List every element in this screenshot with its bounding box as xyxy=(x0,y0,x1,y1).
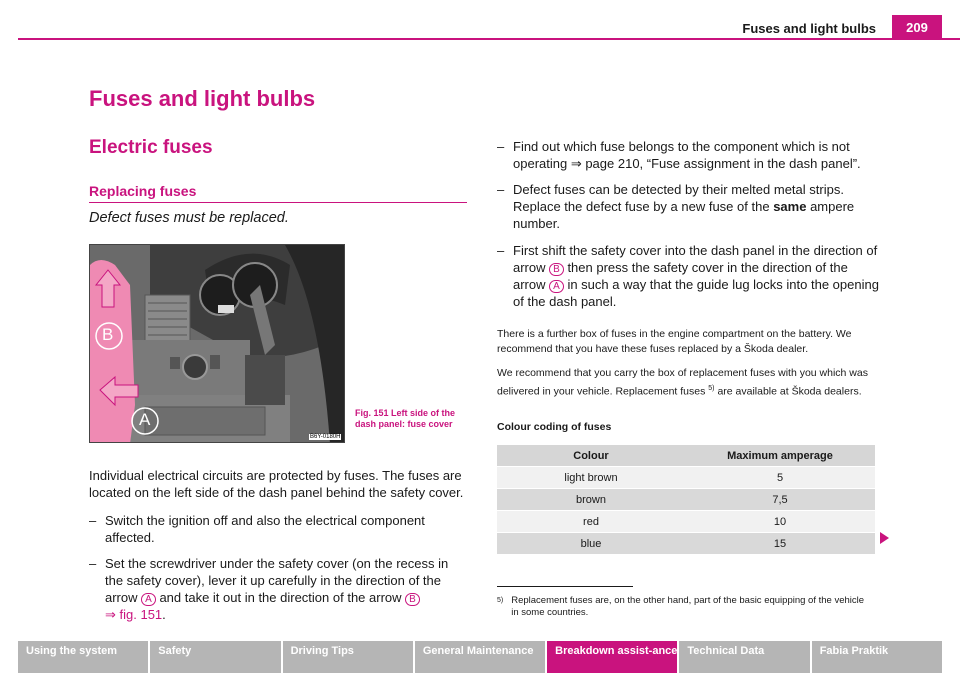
subsection-rule xyxy=(89,202,467,203)
figure-caption: Fig. 151 Left side of the dash panel: fuse cover xyxy=(355,408,456,429)
note-replacement-fuses xyxy=(497,366,882,400)
footnote xyxy=(497,595,882,619)
nav-tab-breakdown-assistance[interactable]: Breakdown assist-ance xyxy=(547,641,677,673)
figure-code: B6Y-0180H xyxy=(310,434,341,440)
nav-tab-general-maintenance[interactable]: General Maintenance xyxy=(415,641,545,673)
footnote-text: Replacement fuses are, on the other hand, part of the basic equipping of the vehicle in some countries. xyxy=(511,595,865,618)
table-cell: brown xyxy=(576,493,606,506)
step-refit-cover xyxy=(497,242,882,310)
nav-tab-technical-data[interactable]: Technical Data xyxy=(679,641,809,673)
continue-arrow-icon[interactable] xyxy=(880,532,889,544)
step-text-part: Defect fuses can be detected by their melted metal strips. Replace the defect fuse by a new fuse of the xyxy=(513,182,844,214)
table-cell: red xyxy=(583,515,599,528)
dash-panel-figure xyxy=(89,244,345,443)
step-text: Find out which fuse belongs to the component which is not operating ⇒ page 210, “Fuse assignment in the dash panel”. xyxy=(513,139,861,171)
note-text-part: We recommend that you carry the box of replacement fuses with you which was delivered in your vehicle. Replacement fuses xyxy=(497,367,868,398)
table-row xyxy=(497,511,875,532)
bottom-navigation xyxy=(18,641,942,673)
nav-tab-fabia-praktik[interactable]: Fabia Praktik xyxy=(812,641,942,673)
step-text: Set the screwdriver under the safety cover (on the recess in the safety cover), lever it up carefully in the direction of the arrow A and take it out in the direction of the arrow B ⇒ fig. 151. xyxy=(105,556,449,622)
table-cell: 15 xyxy=(773,537,787,550)
nav-tab-driving-tips[interactable]: Driving Tips xyxy=(283,641,413,673)
footnote-ref: 5) xyxy=(708,385,715,392)
step-text-part: ampere number. xyxy=(513,199,855,231)
step-text-part: First shift the safety cover into the dash panel in the direction of arrow xyxy=(513,243,878,275)
step-switch-off xyxy=(89,512,467,546)
step-lever-cover xyxy=(89,555,467,623)
column-header: Colour xyxy=(573,449,609,462)
table-cell: blue xyxy=(580,537,602,550)
running-header: Fuses and light bulbs xyxy=(742,21,876,36)
table-cell: 10 xyxy=(773,515,787,528)
table-row xyxy=(497,489,875,510)
step-replace-fuse xyxy=(497,181,882,232)
step-text: Switch the ignition off and also the electrical component affected. xyxy=(105,513,425,545)
intro-paragraph: Individual electrical circuits are protected by fuses. The fuses are located on the left side of the dash panel behind the safety cover. xyxy=(89,468,464,500)
table-header-row xyxy=(497,445,875,466)
figure-reference-link[interactable]: ⇒ fig. 151 xyxy=(105,607,163,622)
bullet-dash: – xyxy=(497,243,505,258)
chapter-title: Fuses and light bulbs xyxy=(89,86,316,111)
lead-text: Defect fuses must be replaced. xyxy=(89,210,289,226)
table-cell: 5 xyxy=(776,471,784,484)
note-text-part: are available at Škoda dealers. xyxy=(717,385,862,398)
column-header: Maximum amperage xyxy=(727,449,833,462)
nav-tab-using-the-system[interactable]: Using the system xyxy=(18,641,148,673)
header-rule xyxy=(18,38,960,40)
bullet-dash: – xyxy=(89,556,97,571)
table-cell: 7,5 xyxy=(772,493,788,506)
step-text-part: then press the safety cover in the direction of the arrow xyxy=(513,260,848,292)
bullet-dash: – xyxy=(89,513,97,528)
note-engine-fuses: There is a further box of fuses in the engine compartment on the battery. We recommend that you have these fuses replaced by a Škoda dealer. xyxy=(497,328,852,355)
subsection-title: Replacing fuses xyxy=(89,183,197,199)
arrow-b-marker: B xyxy=(549,263,564,276)
table-row xyxy=(497,533,875,554)
nav-tab-safety[interactable]: Safety xyxy=(150,641,280,673)
table-row xyxy=(497,467,875,488)
bullet-dash: – xyxy=(497,139,505,154)
figure-label-b: B xyxy=(102,325,114,344)
section-title: Electric fuses xyxy=(89,137,213,158)
step-text xyxy=(513,242,882,310)
step-text-part: in such a way that the guide lug locks into the opening of the dash panel. xyxy=(513,277,879,309)
table-cell: light brown xyxy=(564,471,618,484)
arrow-a-marker: A xyxy=(141,593,156,606)
fuse-colour-table xyxy=(497,445,875,554)
arrow-a-marker: A xyxy=(549,280,564,293)
table-title: Colour coding of fuses xyxy=(497,421,612,433)
emphasis-same: same xyxy=(773,199,807,214)
step-text-part: and take it out in the direction of the arrow xyxy=(159,590,402,605)
arrow-b-marker: B xyxy=(405,593,420,606)
footnote-marker: 5) xyxy=(497,597,504,604)
step-find-fuse xyxy=(497,138,882,172)
step-text xyxy=(513,181,882,232)
step-text-part: Set the screwdriver under the safety cover (on the recess in the safety cover), lever it up carefully in the direction of the arrow xyxy=(105,556,449,605)
figure-label-a: A xyxy=(139,410,151,429)
bullet-dash: – xyxy=(497,182,505,197)
page-number: 209 xyxy=(892,15,942,40)
footnote-rule xyxy=(497,586,633,587)
